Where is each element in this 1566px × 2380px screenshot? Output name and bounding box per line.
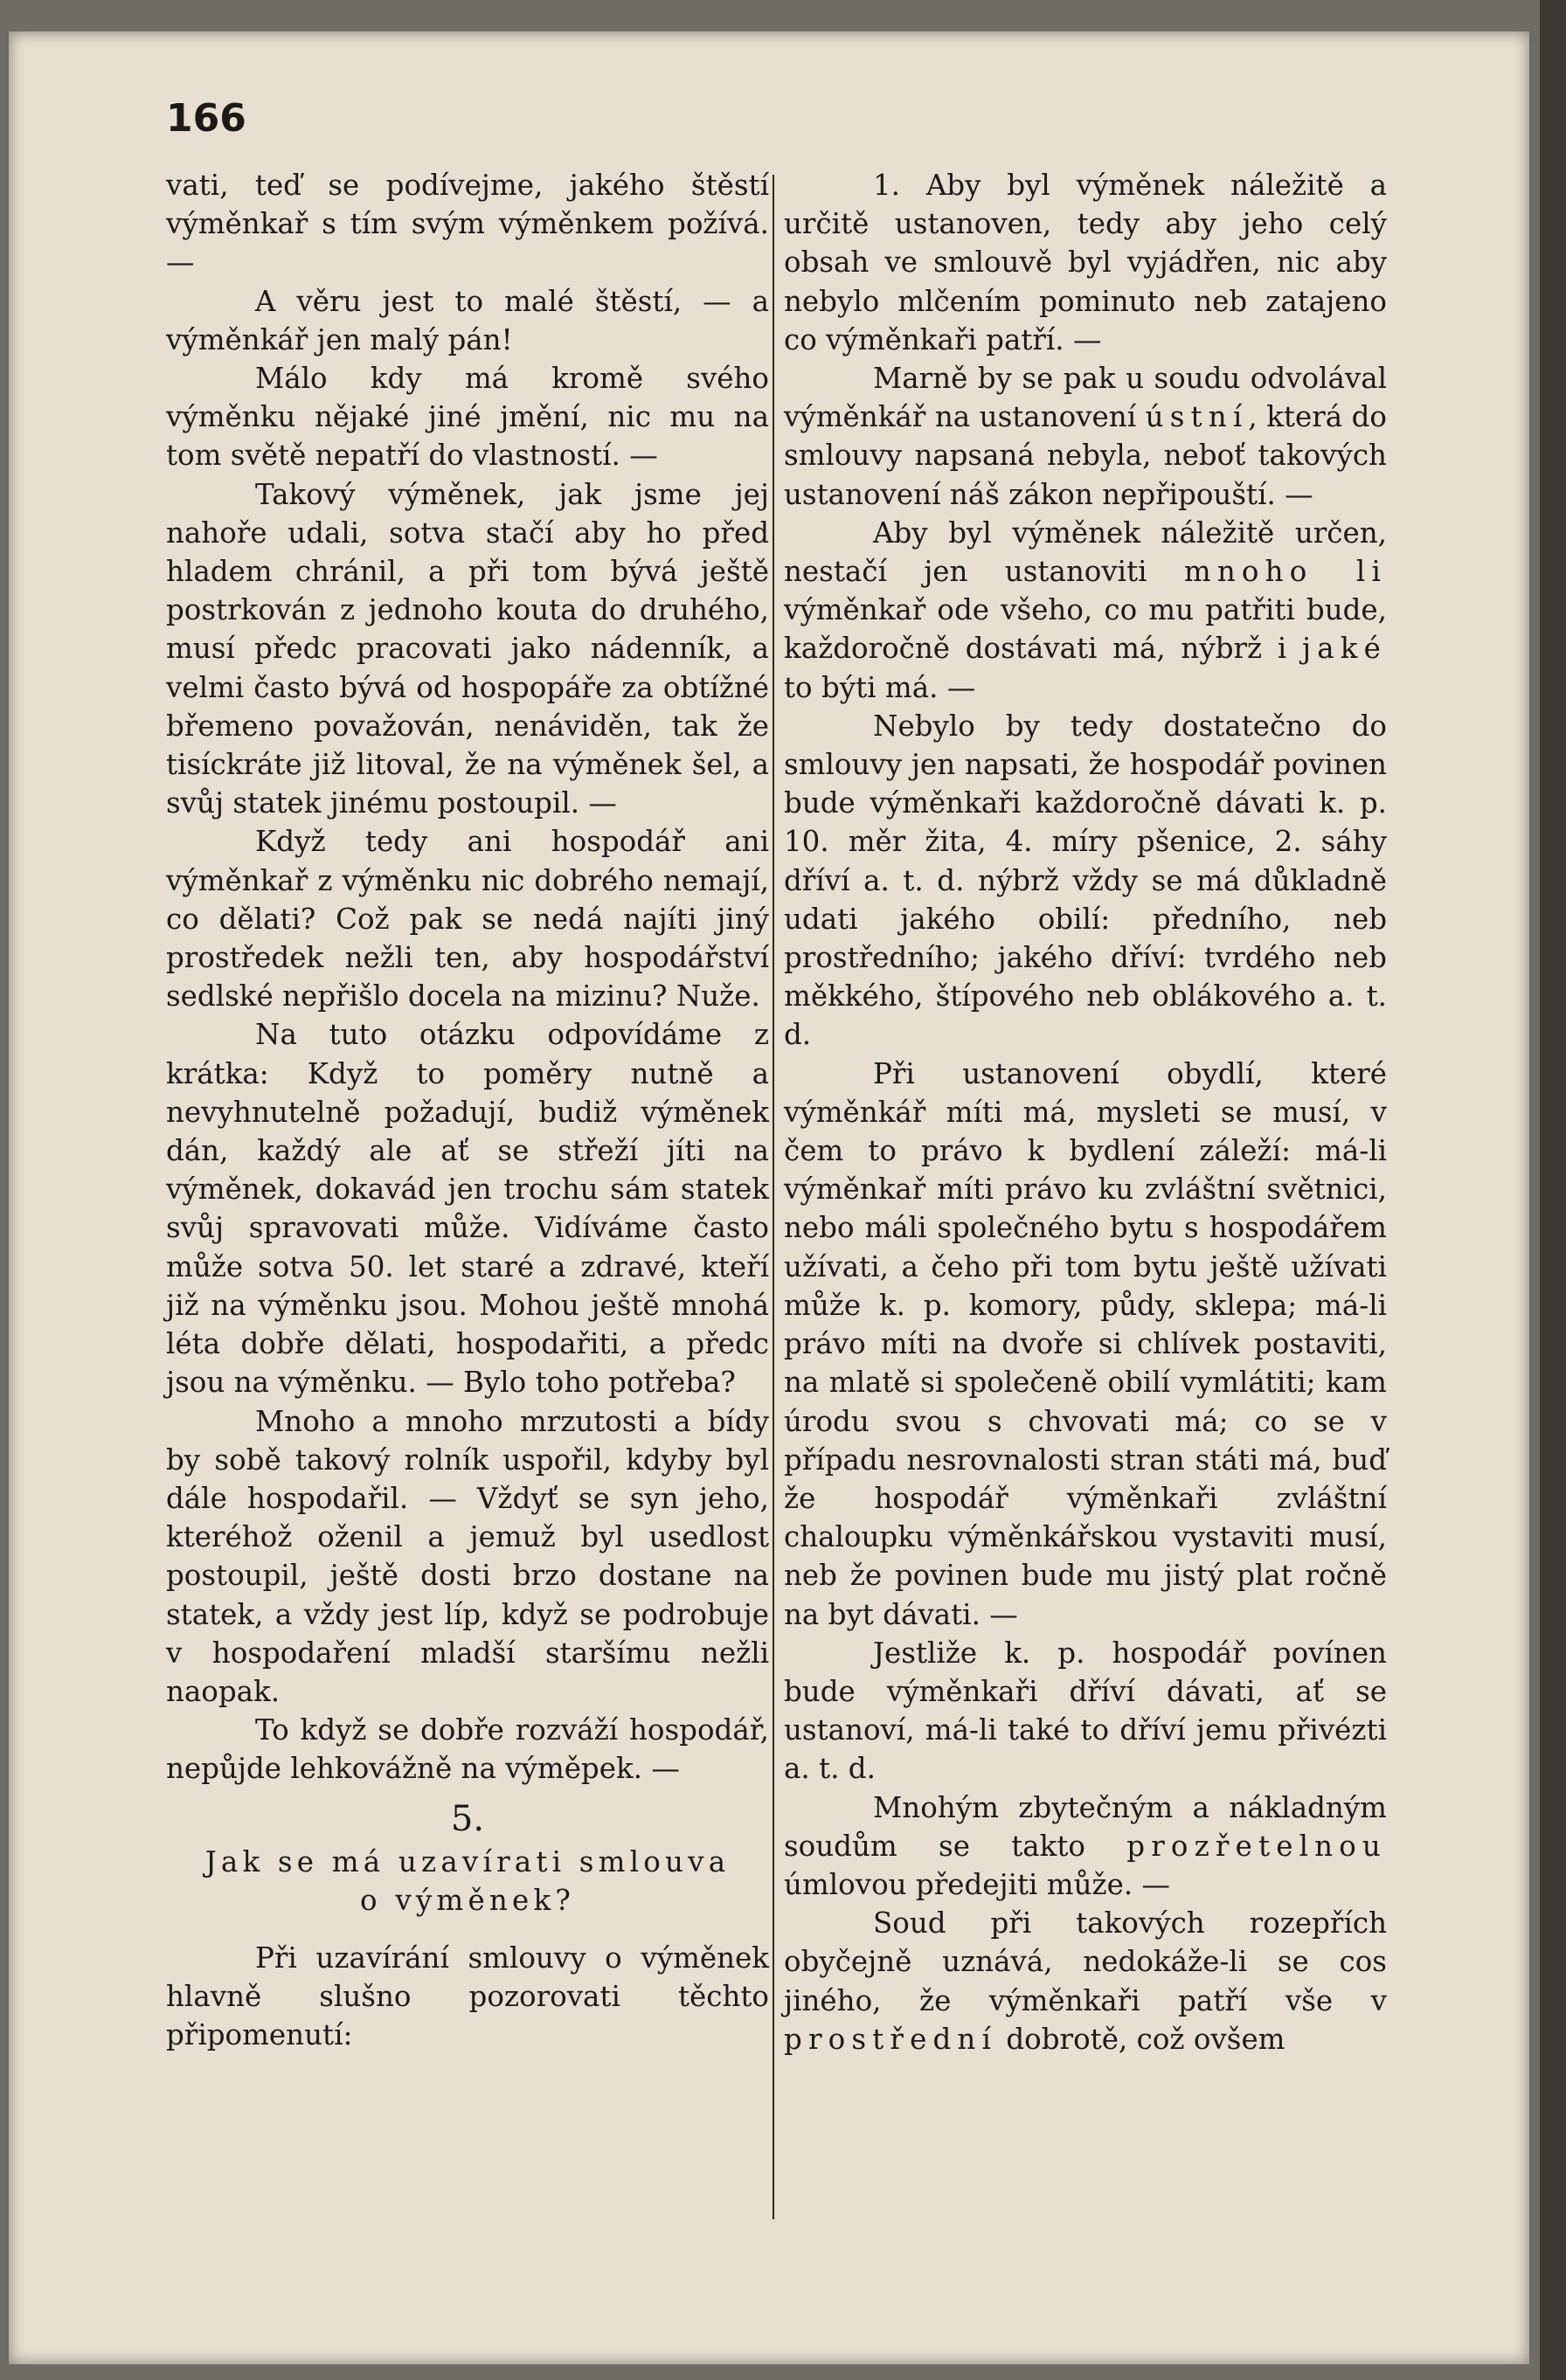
paragraph [784,514,1387,707]
section-heading-line: o výměnek? [360,1883,575,1917]
left-column [166,166,769,2054]
paragraph-text: Soud při takových rozepřích obyčejně uznává, nedokáže-li se cos jiného, že výměnkaři patří vše v [784,1906,1387,2017]
paragraph-text: , která do smlouvy napsaná nebyla, neboť takových ustanovení náš zákon nepřipouští. — [784,400,1388,511]
paragraph: 1. Aby byl výměnek náležitě a určitě ustanoven, tedy aby jeho celý obsah ve smlouvě byl vyjádřen, nic aby nebylo mlčením pominuto neb zatajeno co výměnkaři patří. — [784,169,1387,356]
emphasis: ústní [1145,400,1249,434]
paragraph: Při ustanovení obydlí, které výměnkář míti má, mysleti se musí, v čem to právo k bydlení záleží: má-li výměnkař míti právo ku zvláštní světnici, nebo máli společného bytu s hospodářem užívati, a čeho při tom bytu ještě užívati může k. p. komory, půdy, sklepa; má-li právo míti na dvoře si chlívek postaviti, na mlatě si společeně obilí vymlátiti; kam úrodu svou s chvovati má; co se v případu nesrovnalosti stran státi má, buď že hospodář výměnkaři zvláštní chaloupku výměnkářskou vystaviti musí, neb že povinen bude mu jistý plat ročně na byt dávati. — [784,1056,1387,1631]
paragraph-text: Marně by se pak u soudu odvolával výměnkář na ustanovení [784,362,1387,434]
paragraph: vati, teď se podívejme, jakého štěstí výměnkař s tím svým výměnkem požívá. — [166,169,769,280]
emphasis: prozřetelnou [1126,1829,1387,1863]
paragraph: Když tedy ani hospodář ani výměnkař z výměnku nic dobrého nemají, co dělati? Což pak se nedá najíti jiný prostředek nežli ten, aby hospodářství sedlské nepřišlo docela na mizinu? Nuže. [166,825,769,1014]
paragraph-text: Mnohým zbytečným a nákladným soudům se takto [784,1790,1387,1863]
paragraph: Málo kdy má kromě svého výměnku nějaké jiné jmění, nic mu na tom světě nepatří do vlastností. — [166,362,769,473]
emphasis: mnoho li [1183,555,1387,589]
paragraph [784,1904,1387,2058]
paragraph: Na tuto otázku odpovídáme z krátka: Když to poměry nutně a nevyhnutelně požadují, budiž výměnek dán, každý ale ať se střeží jíti na výměnek, dokavád jen trochu sám statek svůj spravovati může. Vidíváme často může sotva 50. let staré a zdravé, kteří již na výměnku jsou. Mohou ještě mnohá léta dobře dělati, hospodařiti, a předc jsou na výměnku. — Bylo toho potřeba? [166,1018,769,1400]
paragraph-text: úmlovou předejiti může. — [784,1867,1171,1901]
right-column [784,166,1387,2058]
emphasis: prostřední [784,2022,998,2056]
paragraph-text: Aby byl výměnek náležitě určen, nestačí jen ustanoviti [784,515,1387,589]
paragraph [784,1788,1387,1905]
section-heading-line: Jak se má uzavírati smlouva [204,1844,731,1878]
paragraph [784,359,1387,514]
paragraph: A věru jest to malé štěstí, — a výměnkář jen malý pán! [166,284,769,356]
paragraph: Jestliže k. p. hospodář povínen bude výměnkaři dříví dávati, ať se ustanoví, má-li také to dříví jemu přivézti a. t. d. [784,1636,1387,1786]
paragraph: Mnoho a mnoho mrzutosti a bídy by sobě takový rolník uspořil, kdyby byl dále hospodařil. — Vždyť se syn jeho, kteréhož oženil a jemuž byl usedlost postoupil, ještě dosti brzo dostane na statek, a vždy jest líp, když se podrobuje v hospodaření mladší staršímu nežli naopak. [166,1404,769,1708]
book-edge [1540,0,1566,2380]
paragraph: To když se dobře rozváží hospodář, nepůjde lehkovážně na výměpek. — [166,1713,769,1786]
paragraph-text: výměnkař ode všeho, co mu patřiti bude, každoročně dostávati má, nýbrž i [784,593,1387,666]
page-number: 166 [166,96,246,141]
paragraph: Nebylo by tedy dostatečno do smlouvy jen napsati, že hospodář povinen bude výměnkaři každoročně dávati k. p. 10. měr žita, 4. míry pšenice, 2. sáhy dříví a. t. d. nýbrž vždy se má důkladně udati jakého obilí: předního, neb prostředního; jakého dříví: tvrdého neb měkkého, štípového neb oblákového a. t. d. [784,709,1387,1052]
emphasis: jaké [1302,632,1387,666]
column-rule [773,175,774,2219]
paragraph: Při uzavírání smlouvy o výměnek hlavně slušno pozorovati těchto připomenutí: [166,1941,769,2051]
section-heading [166,1843,769,1920]
paragraph-text: dobrotě, což ovšem [997,2022,1285,2056]
paragraph: Takový výměnek, jak jsme jej nahoře udali, sotva stačí aby ho před hladem chránil, a při tom bývá ještě postrkován z jednoho kouta do druhého, musí předc pracovati jako nádenník, a velmi často bývá od hospopáře za obtížné břemeno považován, nenáviděn, tak že tisíckráte již litoval, že na výměnek šel, a svůj statek jinému postoupil. — [166,477,769,820]
paragraph-text: to býti má. — [784,670,976,704]
section-number: 5. [450,1798,485,1839]
